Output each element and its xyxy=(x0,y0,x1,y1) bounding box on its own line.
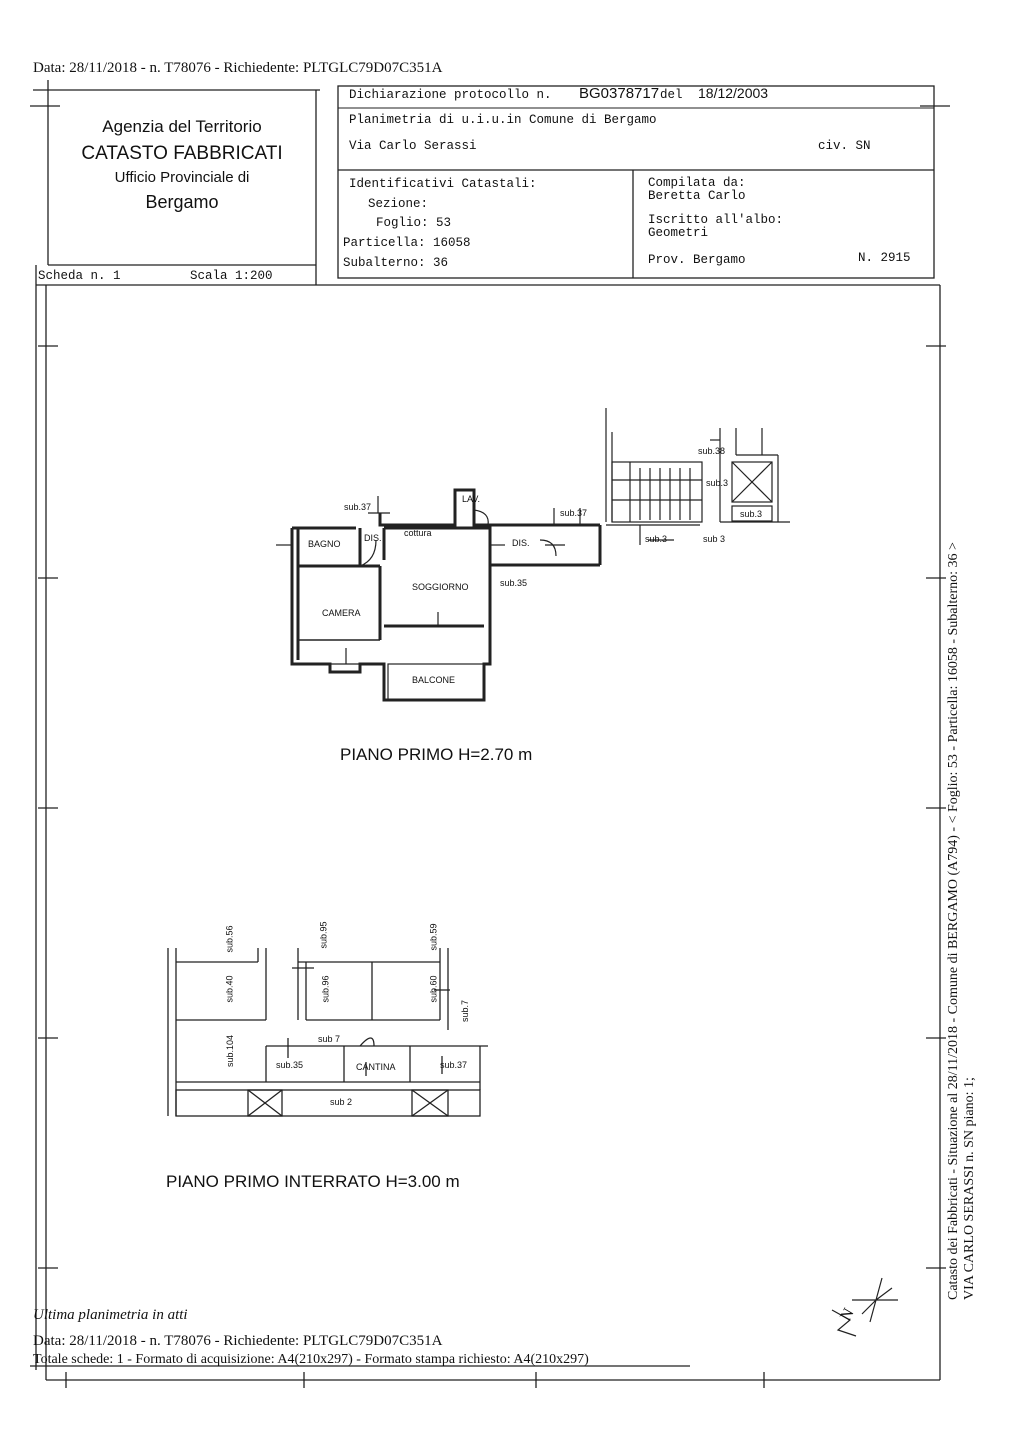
side-situation-text: Catasto dei Fabbricati - Situazione al 28/11/2018 - Comune di BERGAMO (A794) - < Foglio: 53 - Particella: 16058 - Subalterno: 36 > xyxy=(946,542,961,1300)
sub-60-label: sub.60 xyxy=(428,975,439,1003)
sub-7-label: sub.7 xyxy=(460,999,471,1023)
sub-2-label: sub 2 xyxy=(330,1097,353,1107)
particella: Particella: 16058 xyxy=(343,236,471,250)
province: Prov. Bergamo xyxy=(648,253,746,267)
sub-95-label: sub.95 xyxy=(318,921,329,949)
room-balcone: BALCONE xyxy=(412,675,456,685)
protocol-date: 18/12/2003 xyxy=(698,85,769,101)
compiled-by-label: Compilata da: xyxy=(648,176,746,190)
header-request-line: Data: 28/11/2018 - n. T78076 - Richiedente: PLTGLC79D07C351A xyxy=(33,60,443,76)
first-floor-title: PIANO PRIMO H=2.70 m xyxy=(340,745,533,764)
room-lav: LAV. xyxy=(462,494,481,504)
north-label: N xyxy=(837,1305,858,1325)
room-camera: CAMERA xyxy=(322,608,361,618)
sub-35-label: sub.35 xyxy=(276,1060,304,1070)
room-soggiorno: SOGGIORNO xyxy=(412,582,469,592)
civ-number: civ. SN xyxy=(818,139,871,153)
sub-3-label: sub.3 xyxy=(740,509,763,519)
protocol-label: Dichiarazione protocollo n. xyxy=(349,88,552,102)
sub-59-label: sub.59 xyxy=(428,923,439,951)
last-planimetry: Ultima planimetria in atti xyxy=(33,1307,188,1323)
planimetry-line: Planimetria di u.i.u.in Comune di Bergamo xyxy=(349,113,657,127)
sub-35-label: sub.35 xyxy=(500,578,528,588)
sub-56-label: sub.56 xyxy=(224,925,235,953)
room-dis: DIS. xyxy=(364,533,382,543)
sub-38-label: sub.38 xyxy=(698,446,726,456)
albo-label: Iscritto all'albo: xyxy=(648,213,784,227)
protocol-date-label: del xyxy=(660,88,683,102)
room-bagno: BAGNO xyxy=(308,539,341,549)
sub-3-label: sub 3 xyxy=(703,534,726,544)
footer-request-line: Data: 28/11/2018 - n. T78076 - Richiedente: PLTGLC79D07C351A xyxy=(33,1333,443,1349)
albo: Geometri xyxy=(648,226,709,240)
sub-3-label: sub.3 xyxy=(706,478,729,488)
agency-catasto: CATASTO FABBRICATI xyxy=(81,143,283,164)
sub-40-label: sub.40 xyxy=(224,975,235,1003)
subalterno: Subalterno: 36 xyxy=(343,256,449,270)
agency-name: Agenzia del Territorio xyxy=(102,117,262,136)
sub-37-label: sub.37 xyxy=(344,502,372,512)
sub-3-label: sub.3 xyxy=(645,534,668,544)
street: Via Carlo Serassi xyxy=(349,139,477,153)
sub-37-label: sub.37 xyxy=(440,1060,468,1070)
room-dis: DIS. xyxy=(512,538,530,548)
protocol-number: BG0378717 xyxy=(579,85,660,102)
scheda-number: Scheda n. 1 xyxy=(38,269,121,283)
basement-title: PIANO PRIMO INTERRATO H=3.00 m xyxy=(166,1172,460,1191)
sub-7-label: sub 7 xyxy=(318,1034,341,1044)
register-number: N. 2915 xyxy=(858,251,911,265)
identifiers-title: Identificativi Catastali: xyxy=(349,177,537,191)
foglio: Foglio: 53 xyxy=(376,216,452,230)
footer-totals: Totale schede: 1 - Formato di acquisizione: A4(210x297) - Formato stampa richiesto: A4(210x297) xyxy=(33,1352,589,1367)
sub-37-label: sub.37 xyxy=(560,508,588,518)
agency-city: Bergamo xyxy=(145,192,219,212)
sub-96-label: sub.96 xyxy=(320,975,331,1003)
scale: Scala 1:200 xyxy=(190,269,273,283)
side-address-text: VIA CARLO SERASSI n. SN piano: 1; xyxy=(962,1077,977,1300)
room-cottura: cottura xyxy=(404,528,432,538)
compiled-by: Beretta Carlo xyxy=(648,189,746,203)
agency-office: Ufficio Provinciale di xyxy=(114,169,250,186)
sub-104-label: sub.104 xyxy=(225,1034,236,1068)
sezione: Sezione: xyxy=(368,197,429,211)
room-cantina: CANTINA xyxy=(356,1062,396,1072)
